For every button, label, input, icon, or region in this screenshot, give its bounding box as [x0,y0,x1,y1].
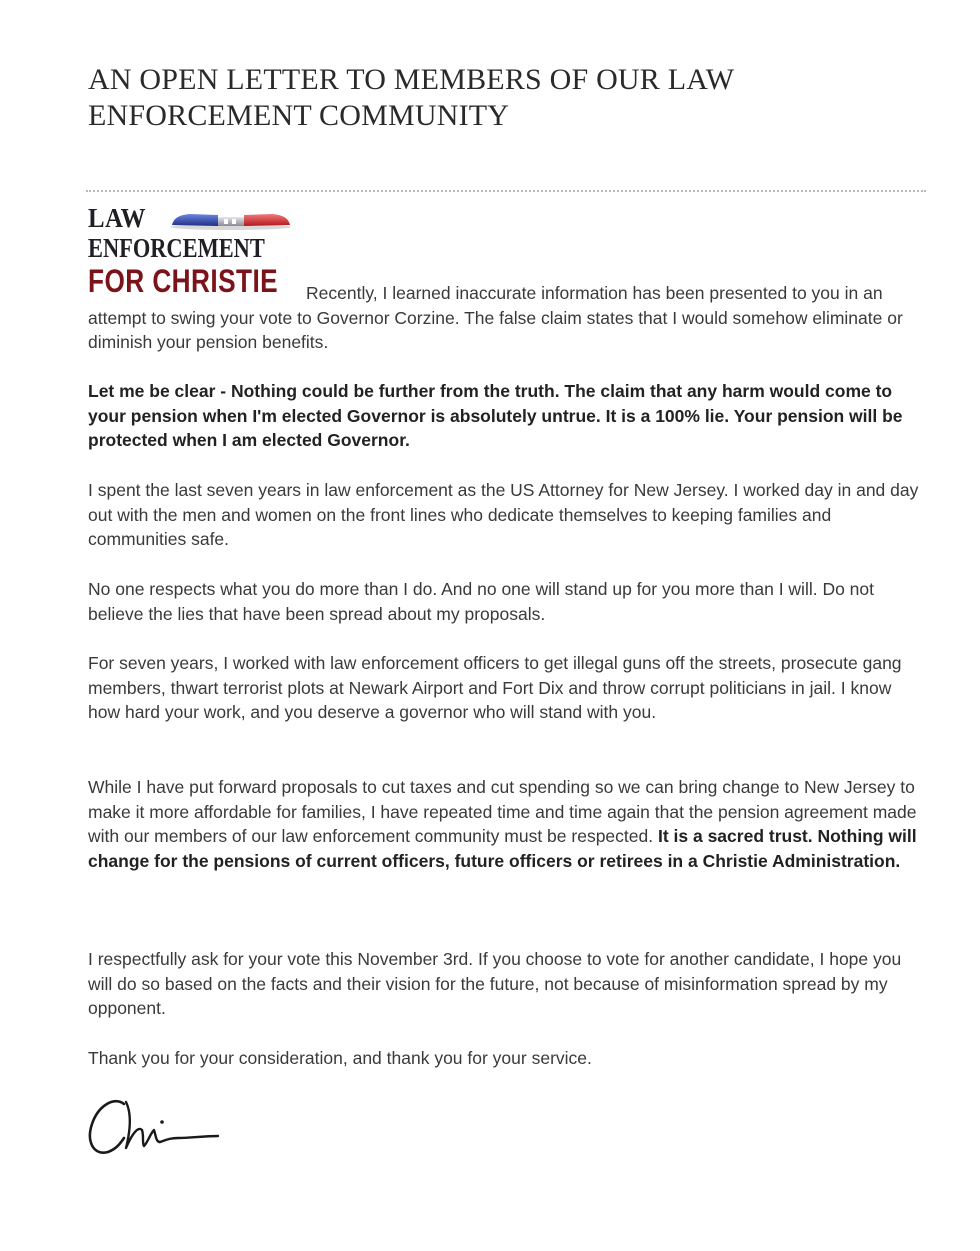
paragraph-pension-promise-text [88,775,928,873]
paragraph-clarification-text: Let me be clear - Nothing could be further from the truth. The claim that any harm would come to your pension when I'm elected Governor is absolutely untrue. It is a 100% lie. Your pension will be protected when I am elected Governor. [88,381,903,451]
paragraph-record [88,651,928,725]
paragraph-vote-request [88,947,928,1021]
paragraph-respect [88,577,928,626]
paragraph-intro [88,281,928,355]
dotted-divider [86,190,926,192]
logo-line-enforcement: ENFORCEMENT [88,233,265,263]
pension-promise-regular: While I have put forward proposals to cut taxes and cut spending so we can bring change to New Jersey to make it more affordable for families, I have repeated time and time again that the pension agreement made with our members of our law enforcement community must be respected. [88,777,917,847]
paragraph-record-text: For seven years, I worked with law enforcement officers to get illegal guns off the streets, prosecute gang members, thwart terrorist plots at Newark Airport and Fort Dix and throw corrupt politicians in jail. I know how hard your work, and you deserve a governor who will stand with you. [88,653,902,723]
paragraph-respect-text: No one respects what you do more than I do. And no one will stand up for you more than I will. Do not believe the lies that have been spread about my proposals. [88,579,875,624]
pension-promise-bold: It is a sacred trust. Nothing will change for the pensions of current officers, future officers or retirees in a Christie Administration. [88,826,917,871]
paragraph-pension-promise [88,775,928,873]
logo-line-law: LAW [88,203,146,233]
paragraph-experience-text: I spent the last seven years in law enforcement as the US Attorney for New Jersey. I worked day in and day out with the men and women on the front lines who dedicate themselves to keeping families and communities safe. [88,480,919,550]
paragraph-experience [88,478,928,552]
police-lightbar-icon [168,209,294,231]
paragraph-closing-text: Thank you for your consideration, and thank you for your service. [88,1048,592,1068]
handwritten-signature [86,1092,236,1162]
paragraph-vote-request-text: I respectfully ask for your vote this November 3rd. If you choose to vote for another candidate, I hope you will do so based on the facts and their vision for the future, not because of misinformation spread by my opponent. [88,949,902,1019]
paragraph-closing [88,1046,928,1071]
logo-line-for-christie: FOR CHRISTIE [88,263,279,299]
letter-title: AN OPEN LETTER TO MEMBERS OF OUR LAW ENFORCEMENT COMMUNITY [88,63,734,132]
paragraph-intro-text: Recently, I learned inaccurate information has been presented to you in an attempt to swing your vote to Governor Corzine. The false claim states that I would somehow eliminate or diminish your pension benefits. [88,283,903,353]
paragraph-clarification [88,379,928,453]
